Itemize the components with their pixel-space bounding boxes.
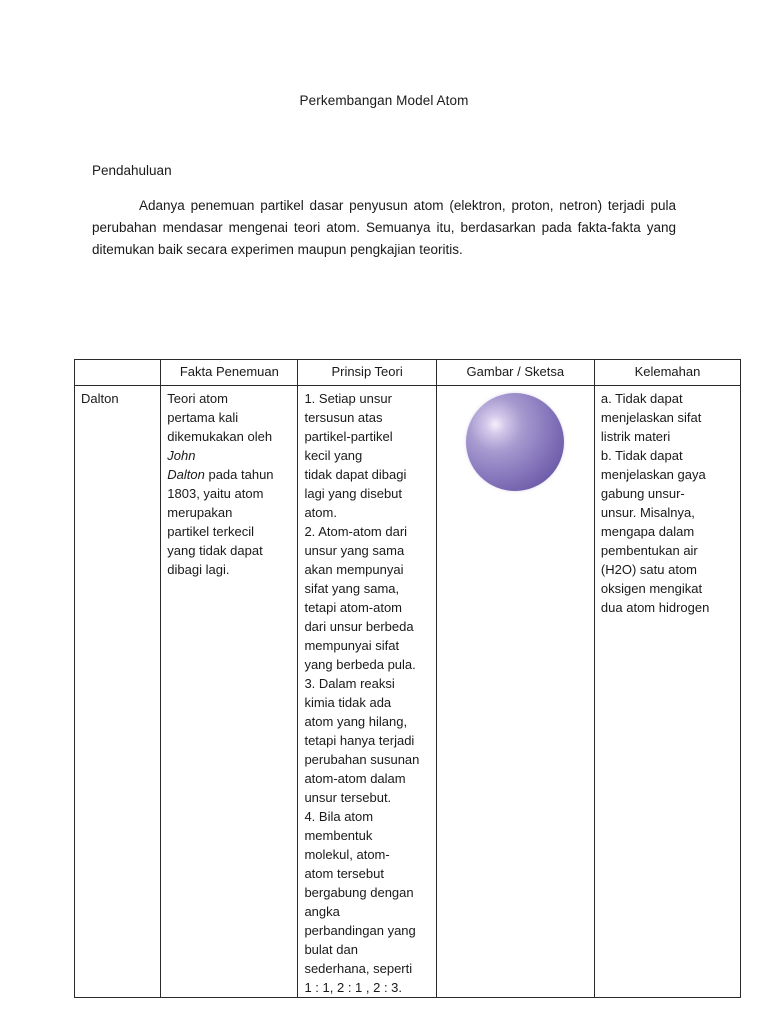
- prinsip-teori-line: 2. Atom-atom dari: [304, 524, 408, 539]
- prinsip-teori-line: 4. Bila atom: [304, 809, 374, 824]
- prinsip-teori-line: perubahan susunan: [304, 752, 420, 767]
- kelemahan-line: menjelaskan gaya: [600, 467, 706, 482]
- prinsip-teori-line: lagi yang disebut: [304, 486, 403, 501]
- table-row-dalton: [75, 386, 741, 998]
- kelemahan-line: gabung unsur-: [600, 486, 685, 501]
- prinsip-teori-line: tidak dapat dibagi: [304, 467, 407, 482]
- sphere-container: [443, 389, 588, 491]
- prinsip-teori-line: unsur yang sama: [304, 543, 405, 558]
- prinsip-teori-line: sifat yang sama,: [304, 581, 400, 596]
- prinsip-teori-line: 3. Dalam reaksi: [304, 676, 395, 691]
- kelemahan-line: a. Tidak dapat: [600, 391, 683, 406]
- prinsip-teori-line: molekul, atom-: [304, 847, 390, 862]
- prinsip-teori-line: atom yang hilang,: [304, 714, 408, 729]
- intro-paragraph: Adanya penemuan partikel dasar penyusun atom (elektron, proton, netron) terjadi pula perubahan mendasar mengenai teori atom. Semuanya itu, berdasarkan pada fakta-fakta yang ditemukan baik secara experimen maupun pengkajian teoritis.: [92, 198, 676, 257]
- prinsip-teori-line: kecil yang: [304, 448, 363, 463]
- header-kelemahan: Kelemahan: [594, 360, 740, 386]
- kelemahan-line: listrik materi: [600, 429, 671, 444]
- cell-prinsip-teori: [298, 386, 436, 998]
- prinsip-teori-line: sederhana, seperti: [304, 961, 413, 976]
- kelemahan-line: menjelaskan sifat: [600, 410, 702, 425]
- kelemahan-line: pembentukan air: [600, 543, 698, 558]
- prinsip-teori-line: akan mempunyai: [304, 562, 404, 577]
- document-title: Perkembangan Model Atom: [299, 93, 469, 108]
- fakta-after-name: pada tahun: [204, 467, 274, 482]
- kelemahan-line: b. Tidak dapat: [600, 448, 683, 463]
- fakta-line: partikel terkecil: [167, 524, 254, 539]
- cell-kelemahan: [594, 386, 740, 998]
- prinsip-teori-line: atom.: [304, 505, 337, 520]
- header-model: [75, 360, 161, 386]
- prinsip-teori-line: tersusun atas: [304, 410, 383, 425]
- prinsip-teori-line: atom tersebut: [304, 866, 384, 881]
- table-header-row: [75, 360, 741, 386]
- fakta-line: yang tidak dapat: [167, 543, 263, 558]
- header-prinsip-teori: Prinsip Teori: [298, 360, 436, 386]
- dalton-atom-sphere-image: [466, 393, 564, 491]
- atom-model-table: [74, 359, 741, 998]
- fakta-italic-last-name: Dalton: [167, 467, 205, 482]
- prinsip-teori-line: yang berbeda pula.: [304, 657, 416, 672]
- prinsip-teori-line: atom-atom dalam: [304, 771, 406, 786]
- prinsip-teori-line: tetapi atom-atom: [304, 600, 402, 615]
- prinsip-teori-line: membentuk: [304, 828, 373, 843]
- section-heading: Pendahuluan: [92, 163, 172, 178]
- prinsip-teori-line: partikel-partikel: [304, 429, 393, 444]
- prinsip-teori-line: 1 : 1, 2 : 1 , 2 : 3.: [304, 980, 403, 995]
- fakta-italic-first-name: John: [167, 448, 196, 463]
- kelemahan-line: unsur. Misalnya,: [600, 505, 695, 520]
- header-fakta-penemuan: Fakta Penemuan: [161, 360, 298, 386]
- kelemahan-line: mengapa dalam: [600, 524, 695, 539]
- prinsip-teori-line: bergabung dengan: [304, 885, 414, 900]
- prinsip-teori-line: dari unsur berbeda: [304, 619, 414, 634]
- fakta-line: merupakan: [167, 505, 233, 520]
- kelemahan-line: oksigen mengikat: [600, 581, 703, 596]
- fakta-line: dibagi lagi.: [167, 562, 230, 577]
- prinsip-teori-line: unsur tersebut.: [304, 790, 392, 805]
- cell-gambar-sketsa: [436, 386, 594, 998]
- prinsip-teori-line: angka: [304, 904, 340, 919]
- prinsip-teori-line: bulat dan: [304, 942, 358, 957]
- fakta-line: 1803, yaitu atom: [167, 486, 264, 501]
- fakta-line: Teori atom: [167, 391, 228, 406]
- header-gambar-sketsa: Gambar / Sketsa: [436, 360, 594, 386]
- fakta-line: dikemukakan oleh: [167, 429, 273, 444]
- prinsip-teori-line: kimia tidak ada: [304, 695, 392, 710]
- prinsip-teori-line: mempunyai sifat: [304, 638, 400, 653]
- prinsip-teori-line: tetapi hanya terjadi: [304, 733, 415, 748]
- fakta-line: pertama kali: [167, 410, 239, 425]
- prinsip-teori-line: 1. Setiap unsur: [304, 391, 392, 406]
- cell-fakta-penemuan: [161, 386, 298, 998]
- fakta-line-name: [167, 465, 291, 484]
- cell-model-name: Dalton: [75, 386, 161, 998]
- kelemahan-line: dua atom hidrogen: [600, 600, 710, 615]
- kelemahan-line: (H2O) satu atom: [600, 562, 698, 577]
- prinsip-teori-line: perbandingan yang: [304, 923, 416, 938]
